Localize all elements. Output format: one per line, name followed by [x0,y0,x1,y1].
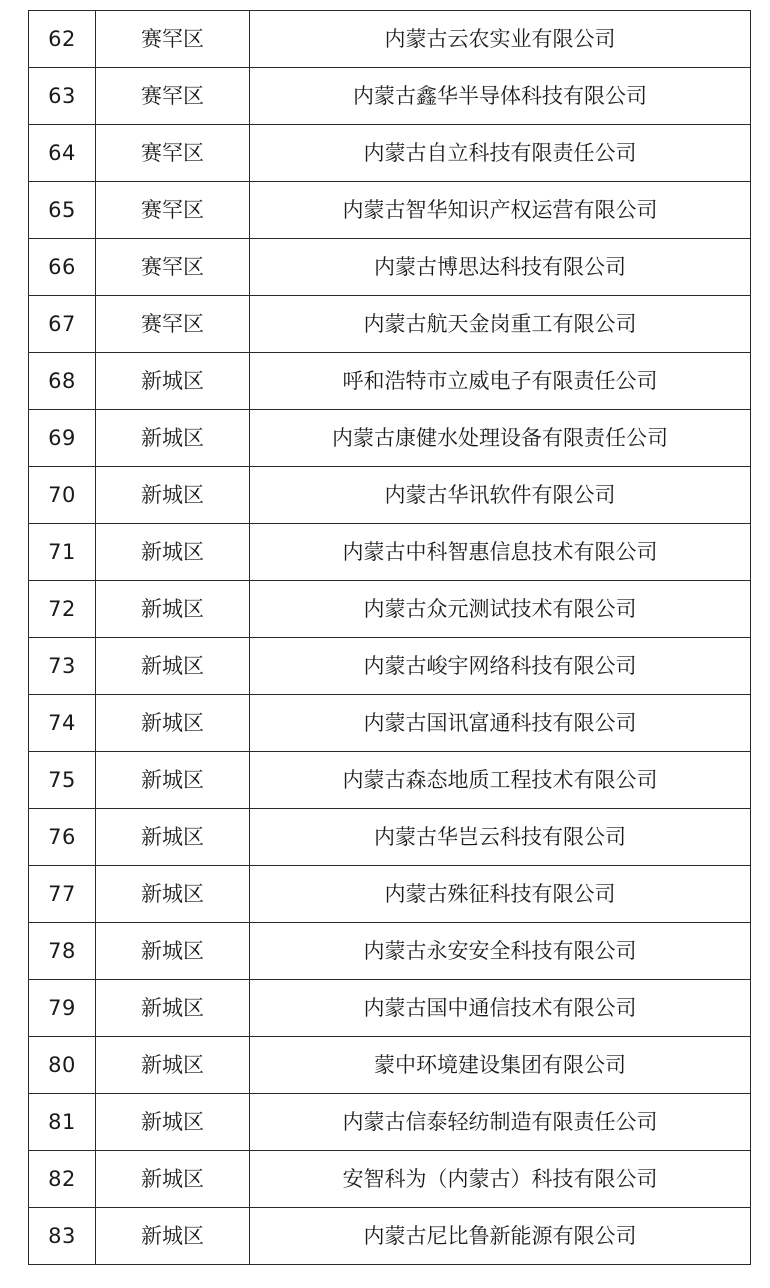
table-row [29,752,751,809]
district-cell: 赛罕区 [96,182,250,239]
row-number-cell: 62 [29,11,96,68]
table-body [29,11,751,1265]
district-cell: 赛罕区 [96,125,250,182]
company-name-cell: 内蒙古众元测试技术有限公司 [250,581,751,638]
district-cell: 新城区 [96,467,250,524]
company-name-cell: 内蒙古博思达科技有限公司 [250,239,751,296]
table-row [29,866,751,923]
table-row [29,467,751,524]
company-name-cell: 内蒙古华讯软件有限公司 [250,467,751,524]
row-number-cell: 65 [29,182,96,239]
company-name-cell: 内蒙古自立科技有限责任公司 [250,125,751,182]
row-number-cell: 80 [29,1037,96,1094]
row-number-cell: 73 [29,638,96,695]
table-row [29,1094,751,1151]
table-row [29,410,751,467]
company-name-cell: 内蒙古峻宇网络科技有限公司 [250,638,751,695]
row-number-cell: 76 [29,809,96,866]
row-number-cell: 69 [29,410,96,467]
company-name-cell: 内蒙古康健水处理设备有限责任公司 [250,410,751,467]
company-name-cell: 内蒙古尼比鲁新能源有限公司 [250,1208,751,1265]
row-number-cell: 75 [29,752,96,809]
table-row [29,1208,751,1265]
row-number-cell: 67 [29,296,96,353]
company-name-cell: 内蒙古智华知识产权运营有限公司 [250,182,751,239]
company-name-cell: 内蒙古国中通信技术有限公司 [250,980,751,1037]
row-number-cell: 66 [29,239,96,296]
table-row [29,524,751,581]
district-cell: 新城区 [96,1208,250,1265]
table-row [29,1037,751,1094]
row-number-cell: 72 [29,581,96,638]
row-number-cell: 77 [29,866,96,923]
row-number-cell: 78 [29,923,96,980]
row-number-cell: 74 [29,695,96,752]
table-row [29,239,751,296]
company-name-cell: 内蒙古华岂云科技有限公司 [250,809,751,866]
company-name-cell: 内蒙古云农实业有限公司 [250,11,751,68]
table-row [29,182,751,239]
table-row [29,11,751,68]
district-cell: 新城区 [96,1037,250,1094]
row-number-cell: 82 [29,1151,96,1208]
district-cell: 新城区 [96,923,250,980]
company-name-cell: 安智科为（内蒙古）科技有限公司 [250,1151,751,1208]
row-number-cell: 63 [29,68,96,125]
row-number-cell: 81 [29,1094,96,1151]
district-cell: 新城区 [96,524,250,581]
table-row [29,296,751,353]
company-name-cell: 内蒙古信泰轻纺制造有限责任公司 [250,1094,751,1151]
company-name-cell: 内蒙古森态地质工程技术有限公司 [250,752,751,809]
district-cell: 赛罕区 [96,296,250,353]
district-cell: 新城区 [96,809,250,866]
table-row [29,581,751,638]
table-row [29,638,751,695]
table-row [29,980,751,1037]
row-number-cell: 64 [29,125,96,182]
district-cell: 新城区 [96,638,250,695]
company-name-cell: 呼和浩特市立威电子有限责任公司 [250,353,751,410]
company-name-cell: 内蒙古鑫华半导体科技有限公司 [250,68,751,125]
row-number-cell: 71 [29,524,96,581]
company-name-cell: 内蒙古中科智惠信息技术有限公司 [250,524,751,581]
table-row [29,695,751,752]
company-list-table [28,10,751,1265]
document-page [28,10,750,1265]
district-cell: 赛罕区 [96,11,250,68]
row-number-cell: 83 [29,1208,96,1265]
table-row [29,68,751,125]
table-row [29,125,751,182]
company-name-cell: 内蒙古殊征科技有限公司 [250,866,751,923]
district-cell: 新城区 [96,752,250,809]
company-name-cell: 内蒙古永安安全科技有限公司 [250,923,751,980]
company-name-cell: 蒙中环境建设集团有限公司 [250,1037,751,1094]
district-cell: 新城区 [96,980,250,1037]
district-cell: 赛罕区 [96,68,250,125]
table-row [29,923,751,980]
district-cell: 赛罕区 [96,239,250,296]
district-cell: 新城区 [96,353,250,410]
district-cell: 新城区 [96,695,250,752]
table-row [29,1151,751,1208]
row-number-cell: 68 [29,353,96,410]
row-number-cell: 79 [29,980,96,1037]
table-row [29,353,751,410]
district-cell: 新城区 [96,866,250,923]
company-name-cell: 内蒙古航天金岗重工有限公司 [250,296,751,353]
district-cell: 新城区 [96,1151,250,1208]
district-cell: 新城区 [96,1094,250,1151]
table-row [29,809,751,866]
company-name-cell: 内蒙古国讯富通科技有限公司 [250,695,751,752]
district-cell: 新城区 [96,581,250,638]
district-cell: 新城区 [96,410,250,467]
row-number-cell: 70 [29,467,96,524]
